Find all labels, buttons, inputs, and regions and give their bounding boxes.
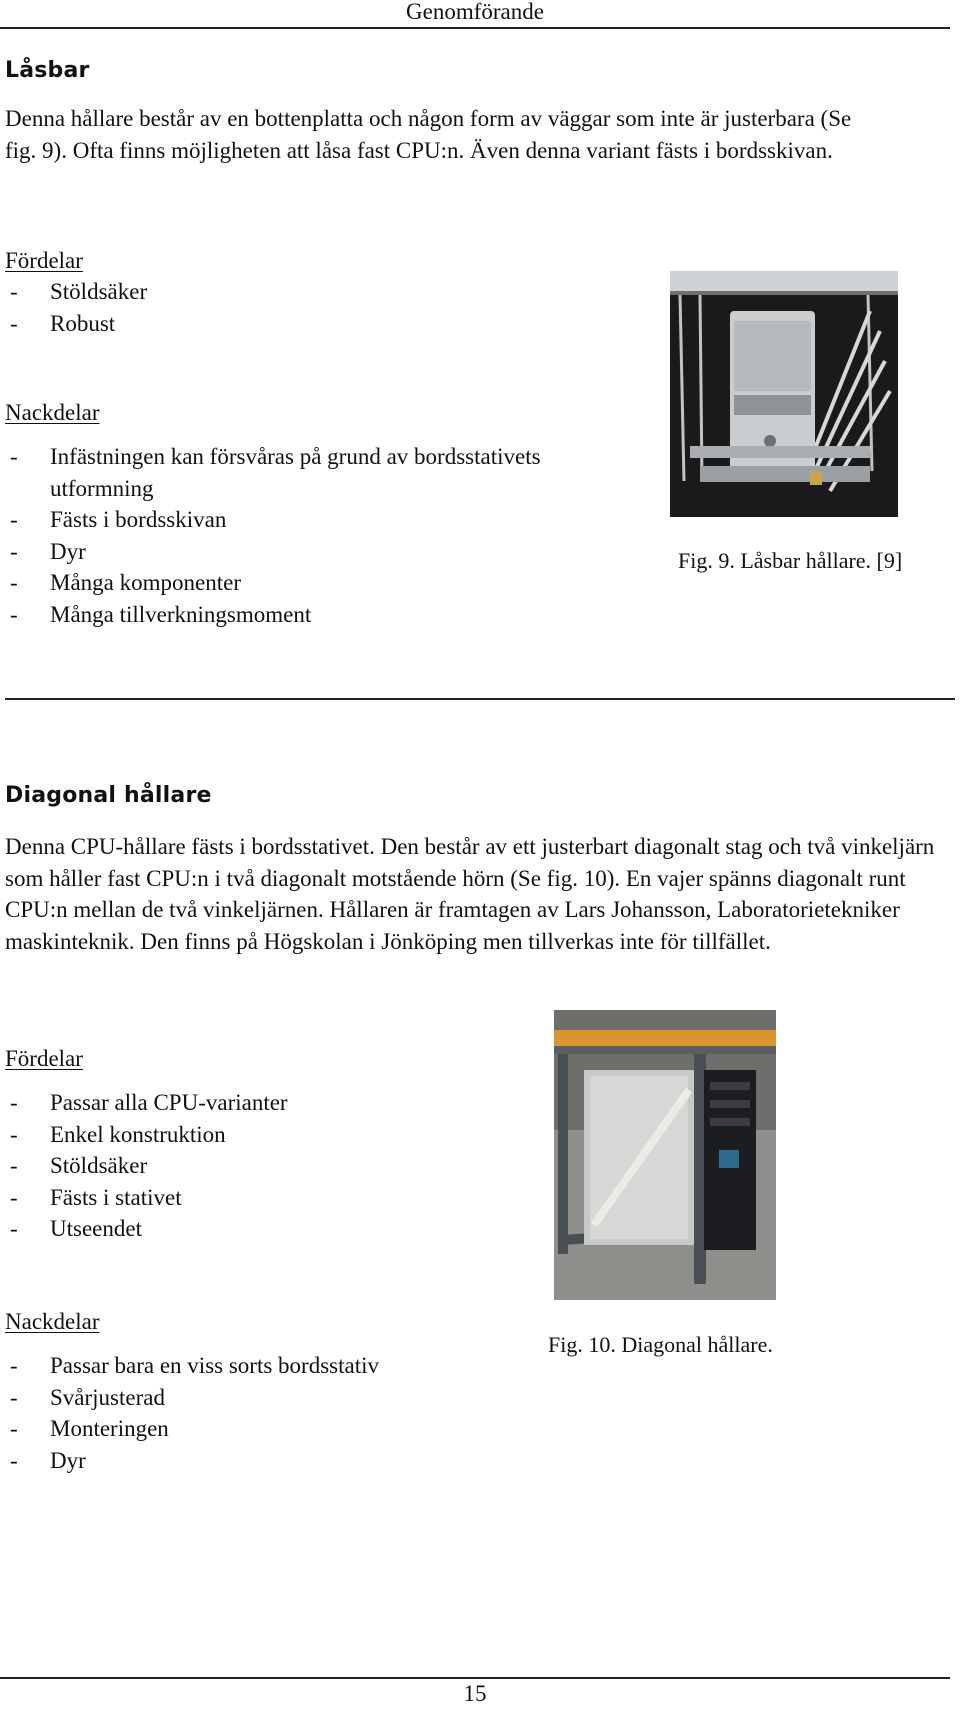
list-item: - Infästningen kan försvåras på grund av bordsstativets utformning <box>5 441 615 504</box>
list-item: - Enkel konstruktion <box>5 1119 525 1151</box>
cons-list-diagonal <box>5 1350 525 1476</box>
list-item: - Många komponenter <box>5 567 615 599</box>
section-divider <box>5 698 955 700</box>
list-item: - Fästs i stativet <box>5 1182 525 1214</box>
list-item: - Monteringen <box>5 1413 525 1445</box>
list-item: - Utseendet <box>5 1213 525 1245</box>
pros-list-lasbar <box>5 276 605 339</box>
figure-9-photo <box>670 271 898 517</box>
section-heading-diagonal: Diagonal hållare <box>5 783 212 808</box>
figure-10-photo <box>554 1010 776 1300</box>
section-paragraph-diagonal: Denna CPU-hållare fästs i bordsstativet. Den består av ett justerbart diagonalt stag och två vinkeljärn som håller fast CPU:n i två diagonalt motstående hörn (Se fig. 10). En vajer spänns diagonalt runt CPU:n mellan de två vinkeljärnen. Hållaren är framtagen av Lars Johansson, Laboratorietekniker maskinteknik. Den finns på Högskolan i Jönköping men tillverkas inte för tillfället. <box>5 834 935 954</box>
pros-label-lasbar: Fördelar <box>5 248 83 273</box>
pros-list-diagonal <box>5 1087 525 1245</box>
list-item: - Passar bara en viss sorts bordsstativ <box>5 1350 525 1382</box>
list-item: - Fästs i bordsskivan <box>5 504 615 536</box>
pros-label-diagonal: Fördelar <box>5 1046 83 1071</box>
cons-label-diagonal: Nackdelar <box>5 1309 100 1334</box>
figure-9-caption: Fig. 9. Låsbar hållare. [9] <box>678 548 903 573</box>
page-number: 15 <box>463 1681 487 1706</box>
list-item: - Stöldsäker <box>5 276 605 308</box>
list-item: - Robust <box>5 308 605 340</box>
list-item: - Stöldsäker <box>5 1150 525 1182</box>
list-item: - Dyr <box>5 1445 525 1477</box>
list-item: - Passar alla CPU-varianter <box>5 1087 525 1119</box>
cons-label-lasbar: Nackdelar <box>5 400 100 425</box>
list-item: - Dyr <box>5 536 615 568</box>
cons-list-lasbar <box>5 441 615 630</box>
section-heading-lasbar: Låsbar <box>5 58 90 83</box>
list-item: - Många tillverkningsmoment <box>5 599 615 631</box>
figure-10-caption: Fig. 10. Diagonal hållare. <box>548 1332 773 1357</box>
header-rule <box>0 27 950 29</box>
section-paragraph-lasbar: Denna hållare består av en bottenplatta och någon form av väggar som inte är justerbara (Se fig. 9). Ofta finns möjligheten att låsa fast CPU:n. Även denna variant fästs i bordsskivan. <box>5 106 852 163</box>
running-header: Genomförande <box>406 0 544 24</box>
list-item: - Svårjusterad <box>5 1382 525 1414</box>
